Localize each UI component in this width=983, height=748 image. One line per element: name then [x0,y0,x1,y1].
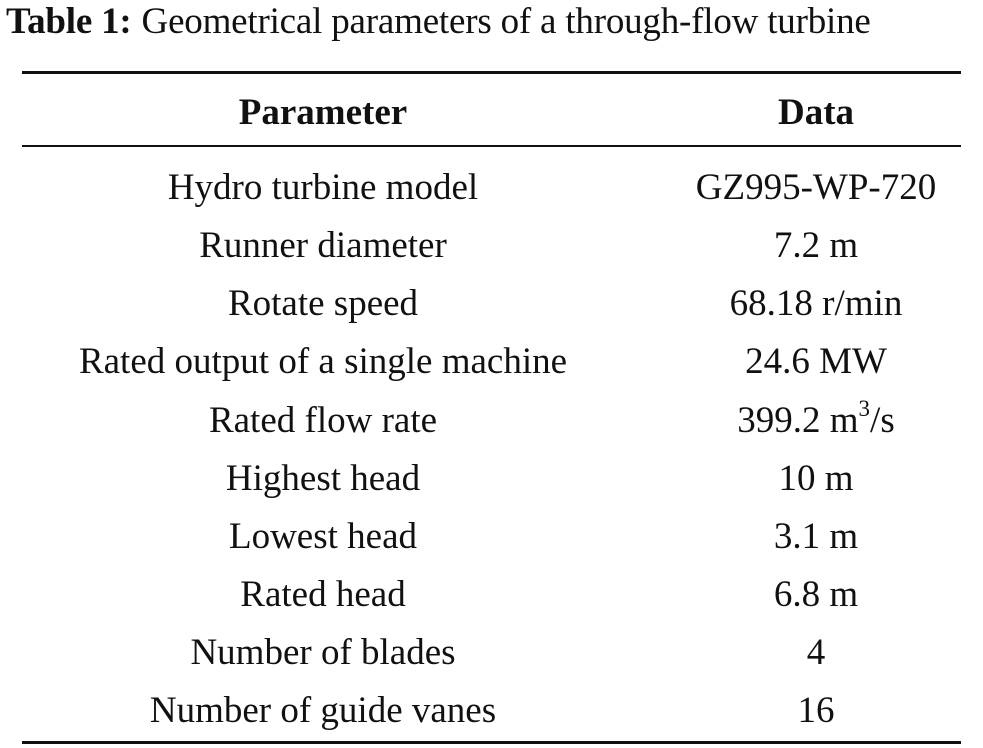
table-row [0,275,983,333]
table-header-rule [22,145,961,147]
table-row [0,624,983,682]
table-bottom-rule [22,741,961,744]
table-caption-text: Geometrical parameters of a through-flow turbine [141,1,871,42]
header-data: Data [777,92,855,133]
cell-parameter: Highest head [225,458,421,499]
cell-parameter: Runner diameter [199,225,447,266]
cell-parameter: Rated head [240,574,406,615]
table-row [0,333,983,391]
header-parameter: Parameter [238,92,408,133]
cell-data: 68.18 r/min [729,283,903,324]
cell-data-unit-suffix: /s [870,400,895,441]
cell-parameter: Rated flow rate [208,400,438,441]
table-row [0,566,983,624]
cell-data-superscript: 3 [858,395,871,421]
table-row [0,682,983,740]
table-row [0,392,983,450]
table-row [0,159,983,217]
cell-data: 3.1 m [773,516,859,557]
cell-data: GZ995-WP-720 [695,167,937,208]
cell-parameter: Hydro turbine model [167,167,479,208]
cell-data-value: 399.2 m [737,400,859,441]
cell-data: 10 m [778,458,854,499]
table-row [0,217,983,275]
table-row [0,508,983,566]
table-top-rule [22,71,961,74]
cell-parameter: Number of blades [190,632,456,673]
cell-parameter: Rotate speed [227,283,419,324]
table-caption-label: Table 1: [6,1,132,42]
table-row [0,450,983,508]
cell-data [737,395,895,444]
table-caption [6,0,871,44]
cell-data: 24.6 MW [745,341,887,382]
cell-parameter: Lowest head [228,516,418,557]
cell-data: 4 [806,632,826,673]
cell-data: 6.8 m [773,574,859,615]
cell-data: 16 [797,690,835,731]
cell-parameter: Number of guide vanes [149,690,497,731]
cell-data: 7.2 m [773,225,859,266]
cell-parameter: Rated output of a single machine [78,341,568,382]
